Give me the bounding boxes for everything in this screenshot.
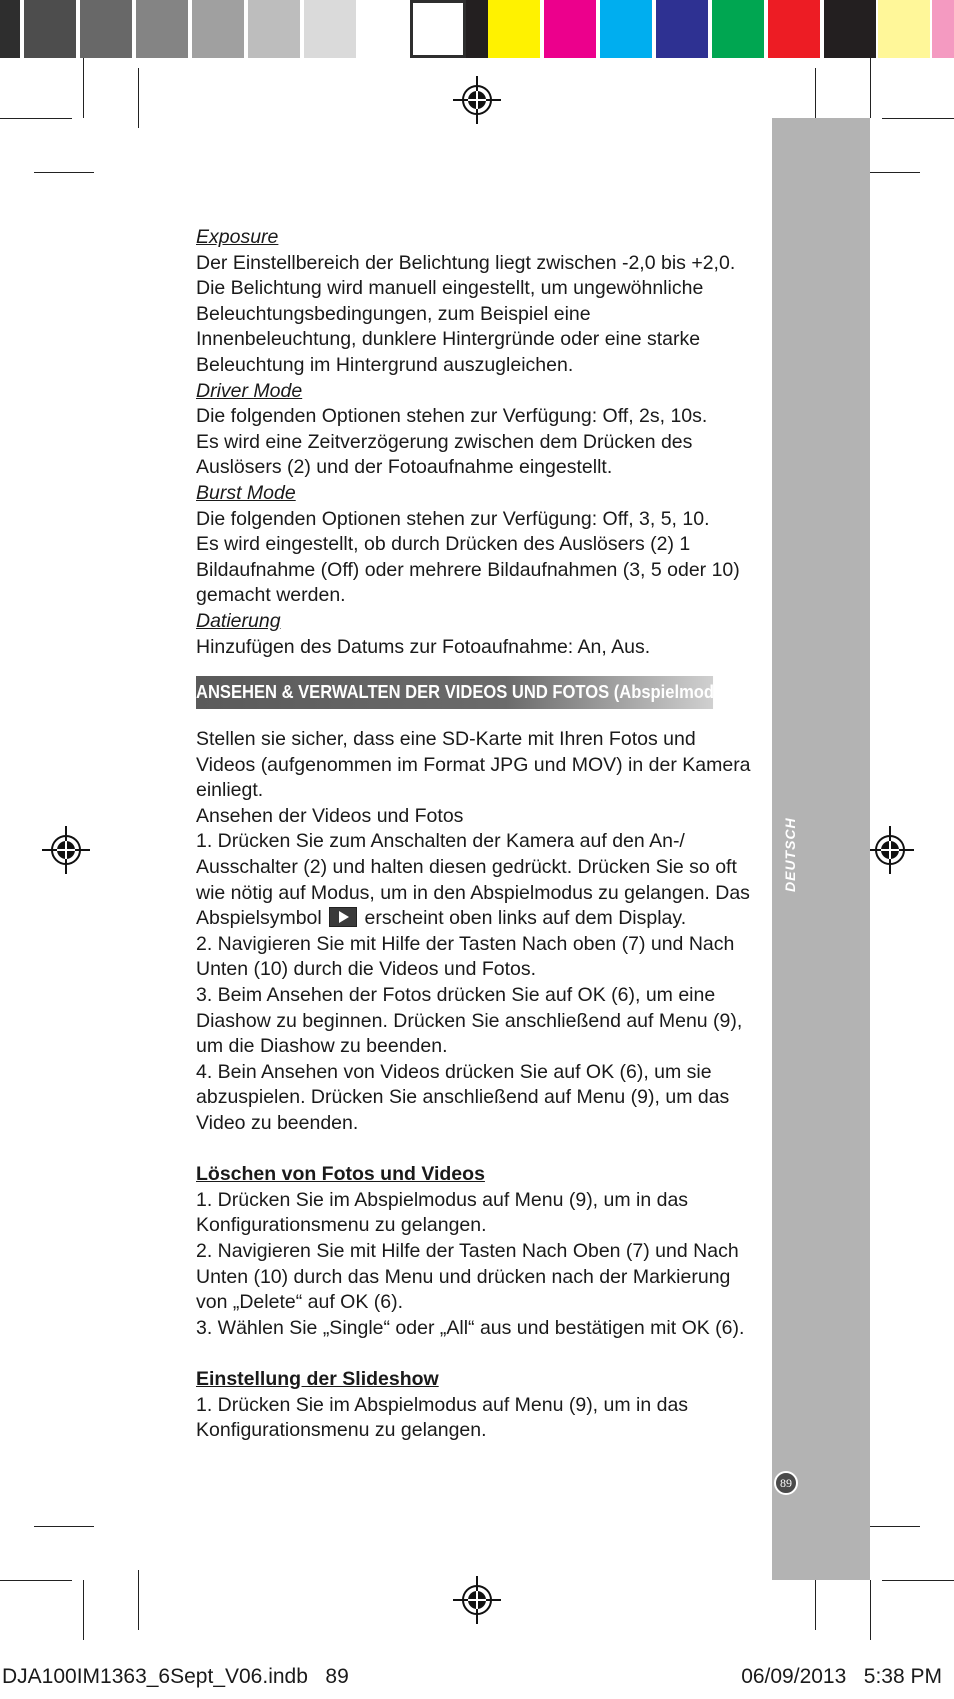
spacer [196, 1341, 762, 1367]
crop-mark [0, 1580, 72, 1581]
gray-swatch [304, 0, 356, 58]
text-line [196, 906, 762, 932]
registration-mark-icon [866, 826, 914, 874]
text-line: 3. Beim Ansehen der Fotos drücken Sie auf OK (6), um eine [196, 984, 716, 1007]
text-line: 2. Navigieren Sie mit Hilfe der Tasten Nach oben (7) und Nach [196, 932, 735, 955]
text-line: Videos (aufgenommen im Format JPG und MOV) in der Kamera [196, 753, 751, 776]
text-line: Konfigurationsmenu zu gelangen. [196, 1214, 487, 1237]
color-swatch [878, 0, 930, 58]
text-line: 4. Bein Ansehen von Videos drücken Sie auf OK (6), um sie [196, 1060, 712, 1083]
datierung-heading: Datierung [196, 609, 281, 632]
crop-mark [138, 1570, 139, 1630]
crop-mark [83, 58, 84, 118]
text-line: 3. Wählen Sie „Single“ oder „All“ aus und bestätigen mit OK (6). [196, 1316, 745, 1339]
gray-swatch [24, 0, 76, 58]
text-line: Diashow zu beginnen. Drücken Sie anschließend auf Menu (9), [196, 1009, 743, 1032]
text-line: Die folgenden Optionen stehen zur Verfügung: Off, 3, 5, 10. [196, 507, 710, 530]
language-tab-label: DEUTSCH [782, 817, 798, 892]
text-line: Unten (10) durch die Videos und Fotos. [196, 958, 537, 981]
crop-mark [34, 172, 94, 173]
text-segment: erscheint oben links auf dem Display. [359, 907, 687, 930]
crop-mark [83, 1580, 84, 1640]
banner-suffix: (Abspielmodus) [609, 682, 739, 703]
gray-swatch [0, 0, 20, 58]
text-line: Der Einstellbereich der Belichtung liegt zwischen -2,0 bis +2,0. [196, 251, 736, 274]
text-line: Innenbeleuchtung, dunklere Hintergründe oder eine starke [196, 328, 701, 351]
text-line: Hinzufügen des Datums zur Fotoaufnahme: An, Aus. [196, 635, 651, 658]
exposure-heading: Exposure [196, 226, 279, 248]
crop-mark [0, 118, 72, 119]
text-line: von „Delete“ auf OK (6). [196, 1291, 403, 1314]
text-line: 1. Drücken Sie zum Anschalten der Kamera auf den An-/ [196, 830, 685, 853]
black-frame [466, 0, 488, 58]
delete-heading: Löschen von Fotos und Videos [196, 1163, 485, 1186]
driver-mode-heading: Driver Mode [196, 379, 303, 402]
text-line: Unten (10) durch das Menu und drücken nach der Markierung [196, 1265, 731, 1288]
crop-mark [882, 118, 954, 119]
slideshow-heading: Einstellung der Slideshow [196, 1367, 439, 1390]
color-swatch [932, 0, 954, 58]
text-line: abzuspielen. Drücken Sie anschließend auf Menu (9), um das [196, 1086, 730, 1109]
page-number: 89 [774, 1471, 798, 1495]
spacer [196, 1137, 762, 1163]
print-datetime: 06/09/2013 5:38 PM [741, 1665, 942, 1688]
text-line: wie nötig auf Modus, um in den Abspielmodus zu gelangen. Das [196, 881, 750, 904]
crop-mark [870, 58, 871, 118]
crop-mark [870, 1580, 871, 1640]
text-line: 1. Drücken Sie im Abspielmodus auf Menu (9), um in das [196, 1188, 689, 1211]
registration-mark-icon [453, 1576, 501, 1624]
color-swatch [600, 0, 652, 58]
playback-subtitle: Ansehen der Videos und Fotos [196, 804, 464, 827]
text-line: 2. Navigieren Sie mit Hilfe der Tasten Nach Oben (7) und Nach [196, 1239, 739, 1262]
gray-swatch [136, 0, 188, 58]
color-swatch [824, 0, 876, 58]
print-file-info: DJA100IM1363_6Sept_V06.indb 89 [2, 1665, 349, 1688]
text-line: Konfigurationsmenu zu gelangen. [196, 1419, 487, 1442]
color-swatch [712, 0, 764, 58]
color-swatch [656, 0, 708, 58]
gray-swatch [410, 0, 466, 58]
text-line: Bildaufnahme (Off) oder mehrere Bildaufnahmen (3, 5 oder 10) [196, 558, 740, 581]
text-segment: Abspielsymbol [196, 907, 328, 930]
text-line: 1. Drücken Sie im Abspielmodus auf Menu (9), um in das [196, 1393, 689, 1416]
text-line: Die folgenden Optionen stehen zur Verfügung: Off, 2s, 10s. [196, 405, 708, 428]
text-line: Video zu beenden. [196, 1112, 359, 1134]
gray-swatch [80, 0, 132, 58]
text-line: Beleuchtung im Hintergrund auszugleichen. [196, 353, 574, 376]
text-line: um die Diashow zu beenden. [196, 1035, 448, 1058]
color-swatch [544, 0, 596, 58]
registration-mark-icon [42, 826, 90, 874]
text-line: Die Belichtung wird manuell eingestellt, um ungewöhnliche [196, 277, 704, 300]
text-line: Auslösers (2) und der Fotoaufnahme eingestellt. [196, 456, 613, 479]
printer-color-bar [0, 0, 954, 58]
manual-content [196, 225, 762, 1444]
text-line: einliegt. [196, 779, 264, 802]
registration-mark-icon [453, 76, 501, 124]
text-line: Es wird eine Zeitverzögerung zwischen dem Drücken des [196, 430, 693, 453]
color-swatch [488, 0, 540, 58]
text-line: Stellen sie sicher, dass eine SD-Karte mit Ihren Fotos und [196, 728, 696, 751]
crop-mark [138, 68, 139, 128]
play-icon [329, 907, 357, 927]
banner-title: ANSEHEN & VERWALTEN DER VIDEOS UND FOTOS [196, 682, 610, 703]
gray-swatch [248, 0, 300, 58]
color-swatch [768, 0, 820, 58]
crop-mark [882, 1580, 954, 1581]
text-line: Beleuchtungsbedingungen, zum Beispiel eine [196, 302, 591, 325]
burst-mode-heading: Burst Mode [196, 481, 296, 504]
crop-mark [34, 1526, 94, 1527]
gray-swatch [192, 0, 244, 58]
text-line: gemacht werden. [196, 584, 346, 607]
text-line: Es wird eingestellt, ob durch Drücken des Auslösers (2) 1 [196, 533, 691, 556]
text-line: Ausschalter (2) und halten diesen gedrückt. Drücken Sie so oft [196, 856, 737, 879]
section-banner [196, 676, 739, 709]
